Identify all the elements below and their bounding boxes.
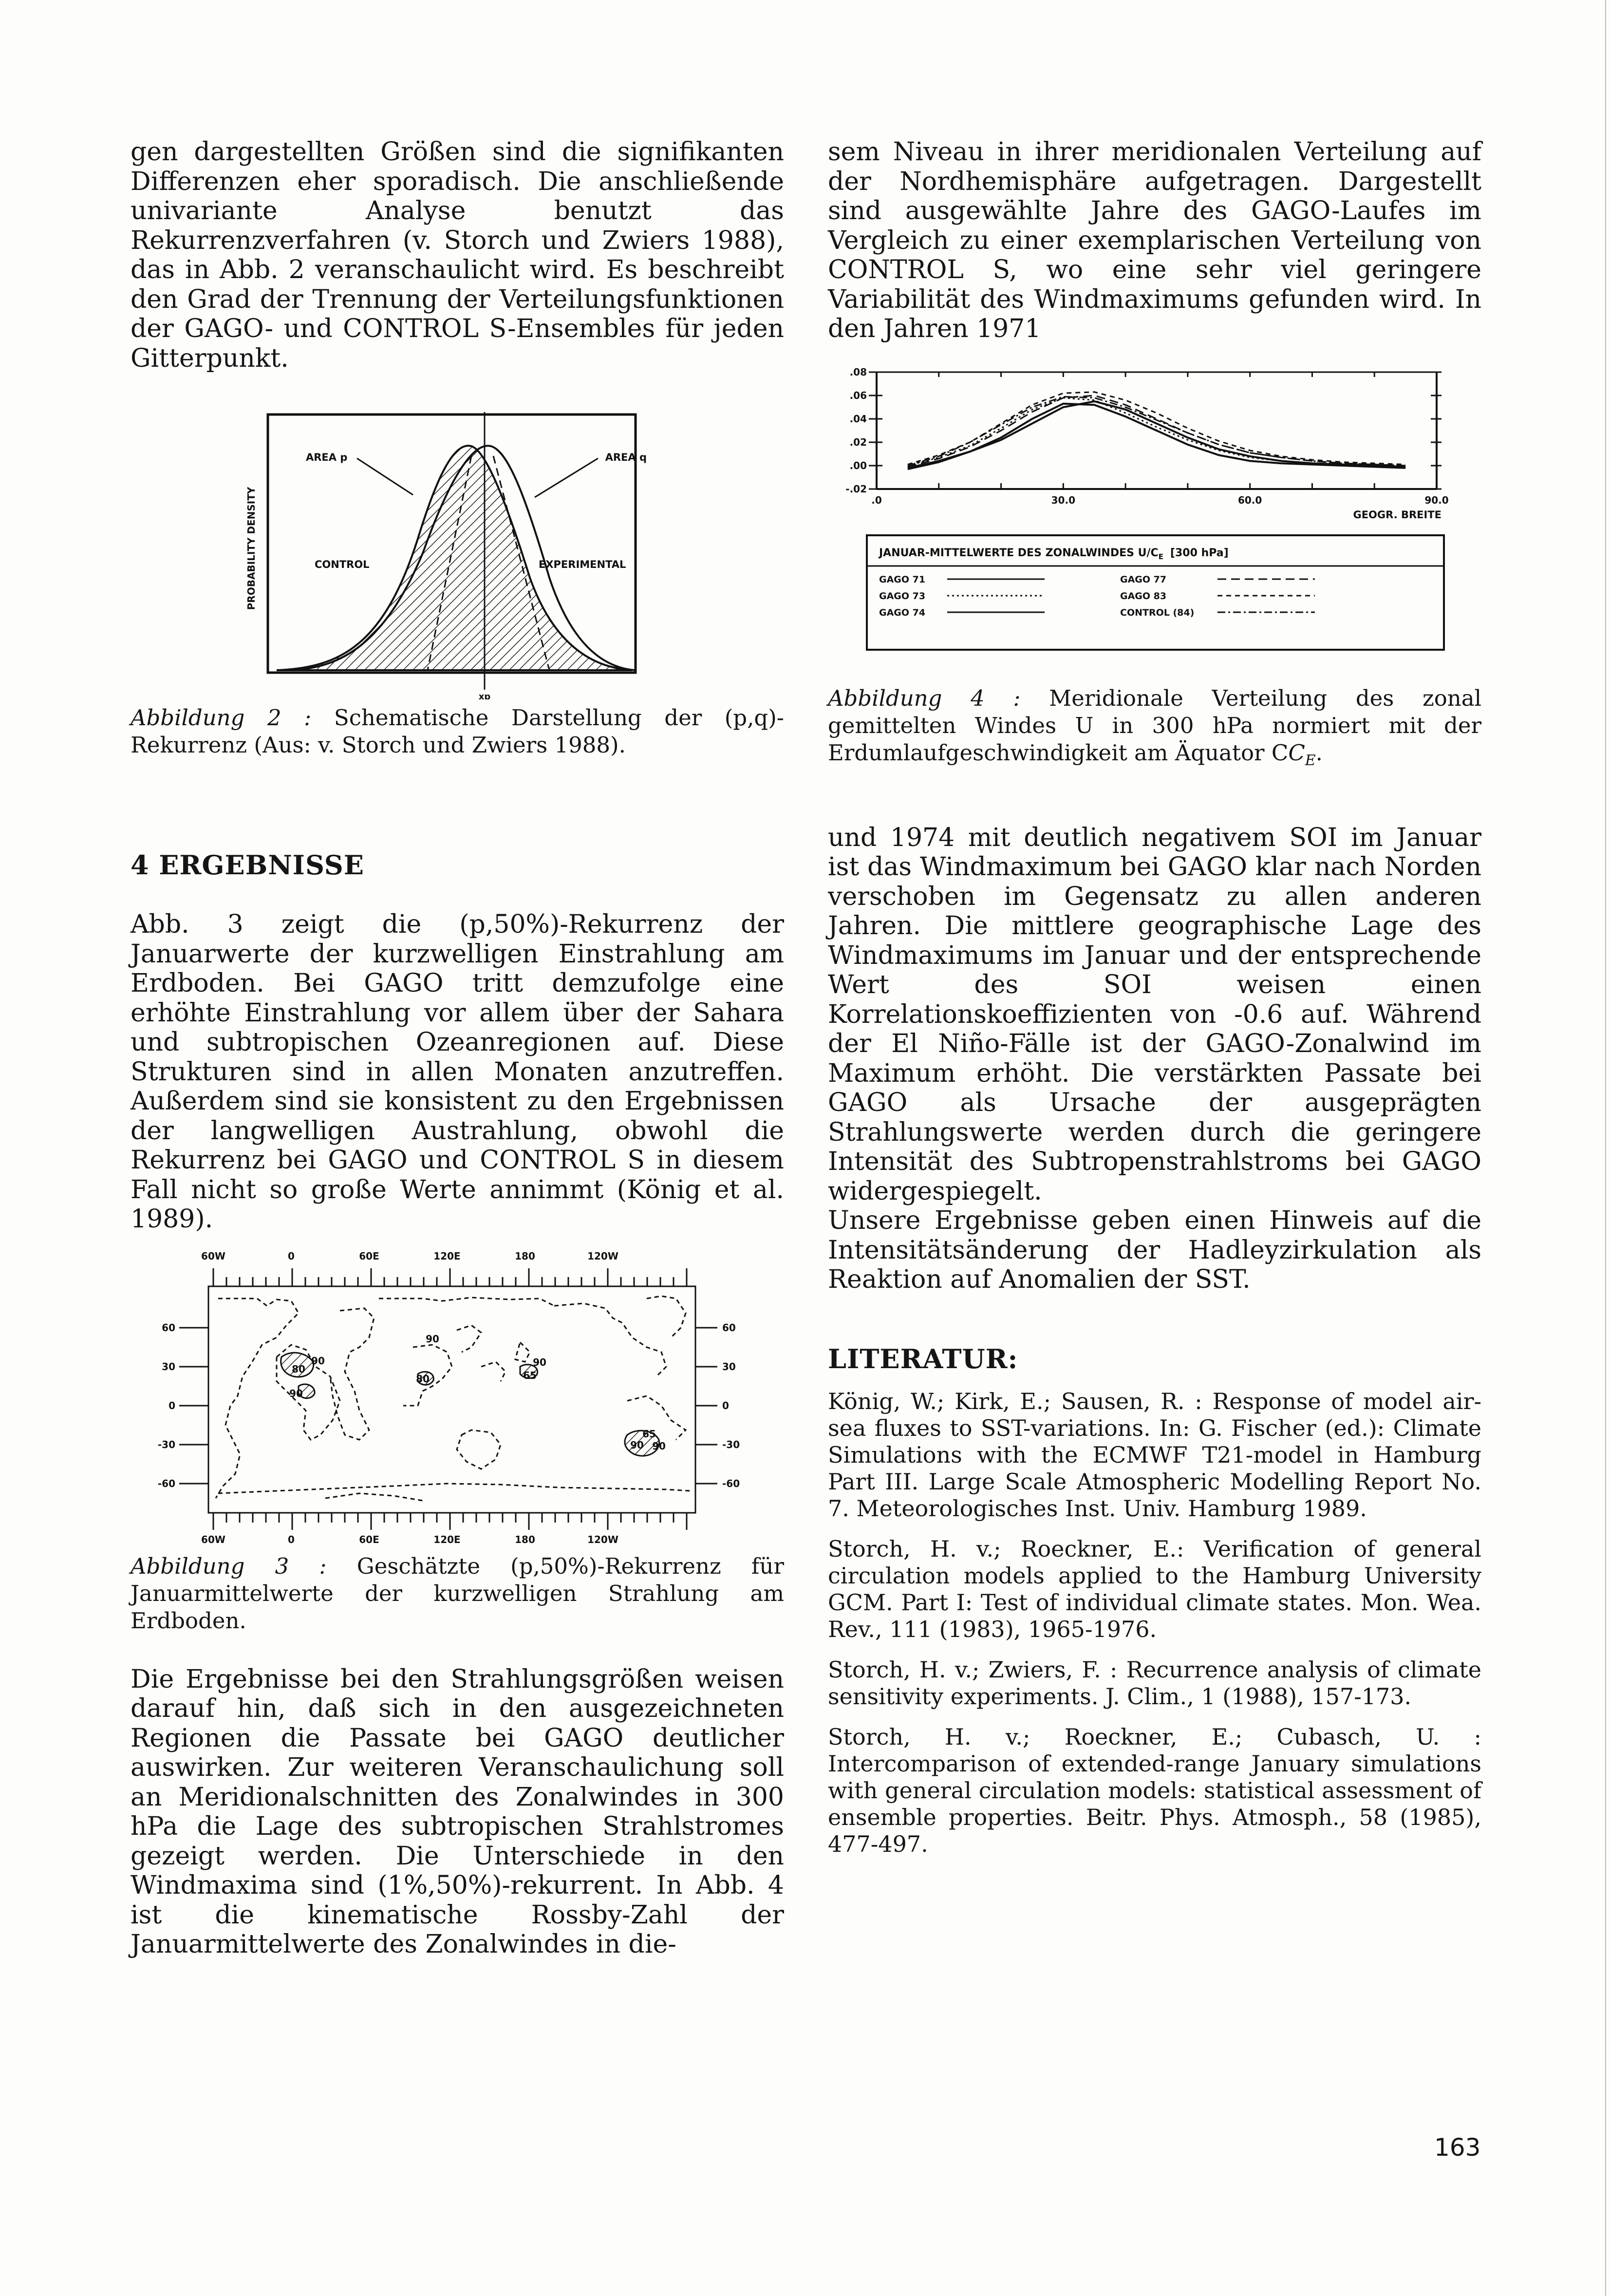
contour-label: 65	[523, 1369, 537, 1381]
series-lines	[908, 392, 1405, 469]
figure-4-caption: Abbildung 4 : Meridionale Verteilung des zonal gemittelten Windes U in 300 hPa normiert mit der Erdumlaufgeschwindigkeit am Äquator $CC_E$.	[828, 685, 1482, 769]
lat-label: 60	[162, 1321, 175, 1334]
figure-4-caption-text: Meridionale Verteilung des zonal gemittelten Windes U in 300 hPa normiert mit der Erdumlaufgeschwindigkeit am Äquator C	[828, 685, 1482, 766]
probability-density-label: PROBABILITY DENSITY	[245, 487, 257, 610]
x-tick-label: 90.0	[1424, 494, 1449, 506]
lon-label: 180	[515, 1250, 535, 1262]
right-column	[828, 137, 1481, 1871]
x-axis-label: GEOGR. BREITE	[1353, 508, 1442, 521]
control-label: CONTROL	[315, 559, 370, 570]
y-tick-label: .08	[849, 366, 867, 378]
reference-item: Storch, H. v.; Roeckner, E.; Cubasch, U. : Intercomparison of extended-range January simulations with general circulation models: statistical assessment of ensemble properties. Beitr. Phys. Atmosph., 58 (1985), 477-497.	[828, 1723, 1481, 1857]
reference-item: Storch, H. v.; Zwiers, F. : Recurrence analysis of climate sensitivity experiments. J. Clim., 1 (1988), 157-173.	[828, 1656, 1481, 1710]
lon-label: 180	[515, 1533, 535, 1545]
reference-list	[828, 1388, 1481, 1858]
figure-2-caption-text: Schematische Darstellung der (p,q)-Rekurrenz (Aus: v. Storch und Zwiers 1988).	[131, 705, 784, 758]
section-heading-ergebnisse: 4 ERGEBNISSE	[131, 849, 364, 881]
figure-4-caption-label: Abbildung 4 :	[828, 685, 1021, 711]
figure-3-caption	[131, 1553, 784, 1635]
contour-label: 80	[416, 1373, 430, 1385]
page-number: 163	[1434, 2133, 1481, 2162]
x-tick-label: 30.0	[1051, 494, 1076, 506]
y-tick-label: .02	[849, 436, 867, 448]
literature-heading: LITERATUR:	[828, 1343, 1018, 1374]
legend-entries	[879, 574, 1315, 618]
contour-label: 90	[652, 1440, 666, 1452]
lon-label: 120E	[433, 1533, 461, 1545]
lon-label: 0	[288, 1250, 295, 1262]
ce-symbol: $C_E$	[1288, 739, 1316, 769]
y-tick-label: .06	[849, 389, 867, 401]
lat-label: 30	[722, 1360, 736, 1373]
legend-label: GAGO 71	[879, 574, 926, 585]
figure-3-caption-label: Abbildung 3 :	[131, 1553, 327, 1579]
area-q-pointer	[535, 458, 598, 497]
contour-labels	[289, 1333, 666, 1452]
contour-label: 80	[292, 1363, 305, 1375]
series-line	[908, 392, 1405, 464]
legend-label: GAGO 73	[879, 590, 926, 602]
lat-label: 0	[722, 1399, 729, 1411]
scan-edge	[1605, 0, 1606, 2296]
y-tick-label: -.02	[845, 483, 867, 495]
bottom-longitude-labels	[201, 1534, 618, 1545]
lat-label: -30	[722, 1438, 740, 1450]
intro-paragraph: gen dargestellten Größen sind die signifikanten Differenzen eher sporadisch. Die anschließende univariante Analyse benutzt das Rekurrenzverfahren (v. Storch und Zwiers 1988), das in Abb. 2 veranschaulicht wird. Es beschreibt den Grad der Trennung der Verteilungsfunktionen der GAGO- und CONTROL S-Ensembles für jeden Gitterpunkt.	[131, 137, 784, 373]
conclusion-paragraph: Unsere Ergebnisse geben einen Hinweis auf die Intensitätsänderung der Hadleyzirkulation als Reaktion auf Anomalien der SST.	[828, 1206, 1481, 1294]
legend-label: GAGO 83	[1120, 590, 1167, 602]
y-tick-label: .04	[849, 413, 867, 425]
area-p-pointer	[357, 458, 413, 495]
coastlines	[216, 1296, 691, 1501]
figure-2-caption-label: Abbildung 2 :	[131, 705, 312, 731]
figure-4	[828, 358, 1481, 694]
lat-label: 30	[162, 1360, 175, 1373]
contour-label: 90	[311, 1355, 325, 1367]
lat-label: -60	[157, 1477, 175, 1489]
figure-3	[131, 1245, 784, 1552]
recurrence-areas	[281, 1353, 659, 1456]
lon-label: 120W	[587, 1250, 618, 1262]
experimental-label: EXPERIMENTAL	[539, 559, 626, 570]
series-line	[908, 397, 1405, 467]
contour-label: 90	[533, 1356, 546, 1368]
contour-label: 90	[630, 1439, 644, 1451]
left-latitude-labels	[158, 1322, 175, 1489]
lon-label: 60E	[359, 1533, 379, 1545]
series-line	[908, 403, 1405, 469]
y-tick-label: .00	[849, 459, 867, 471]
map-frame	[208, 1286, 695, 1513]
left-column	[131, 137, 784, 1959]
area-q-label: AREA q	[605, 452, 647, 463]
figure-3-caption-text: Geschätzte (p,50%)-Rekurrenz für Januarmittelwerte der kurzwelligen Strahlung am Erdboden.	[131, 1553, 785, 1634]
lon-label: 120W	[587, 1533, 618, 1545]
reference-item: König, W.; Kirk, E.; Sausen, R. : Response of model air-sea fluxes to SST-variations. In: G. Fischer (ed.): Climate Simulations with the ECMWF T21-model in Hamburg Part III. Large Scale Atmospheric Modelling Report No. 7. Meteorologisches Inst. Univ. Hamburg 1989.	[828, 1388, 1481, 1522]
x-tick-labels	[871, 372, 1448, 506]
figure-2	[131, 393, 784, 699]
reference-item: Storch, H. v.; Roeckner, E.: Verification of general circulation models applied to the Hamburg University GCM. Part I: Test of individual climate states. Mon. Wea. Rev., 111 (1983), 1965-1976.	[828, 1535, 1481, 1642]
area-p-label: AREA p	[306, 452, 348, 463]
figure-4-chart	[828, 358, 1481, 694]
right-middle-paragraph: und 1974 mit deutlich negativem SOI im Januar ist das Windmaximum bei GAGO klar nach Norden verschoben im Gegensatz zu allen anderen Jahren. Die mittlere geographische Lage des Windmaximums im Januar und der entsprechende Wert des SOI weisen einen Korrelationskoeffizienten von -0.6 auf. Während der El Niño-Fälle ist der GAGO-Zonalwind im Maximum erhöht. Die verstärkten Passate bei GAGO als Ursache der ausgeprägten Strahlungswerte werden durch die geringere Intensität des Subtropenstrahlstroms bei GAGO widergespiegelt.	[828, 823, 1481, 1206]
y-tick-labels	[845, 366, 1442, 495]
right-top-paragraph: sem Niveau in ihrer meridionalen Verteilung auf der Nordhemisphäre aufgetragen. Dargestellt sind ausgewählte Jahre des GAGO-Laufes im Vergleich zu einer exemplarischen Verteilung von CONTROL S, wo eine sehr viel geringere Variabilität des Windmaximums gefunden wird. In den Jahren 1971	[828, 137, 1481, 343]
contour-label: 90	[289, 1387, 303, 1399]
results-paragraph: Abb. 3 zeigt die (p,50%)-Rekurrenz der Januarwerte der kurzwelligen Einstrahlung am Erdboden. Bei GAGO tritt demzufolge eine erhöhte Einstrahlung vor allem über der Sahara und subtropischen Ozeanregionen auf. Diese Strukturen sind in allen Monaten anzutreffen. Außerdem sind sie konsistent zu den Ergebnissen der langwelligen Austrahlung, obwohl die Rekurrenz bei GAGO und CONTROL S in diesem Fall nicht so große Werte annimmt (König et al. 1989).	[131, 910, 784, 1234]
lat-label: 0	[168, 1399, 175, 1411]
lon-label: 0	[288, 1533, 295, 1545]
legend-label: GAGO 77	[1120, 574, 1167, 585]
right-latitude-labels	[722, 1322, 740, 1489]
x-tick-label: .0	[871, 494, 882, 506]
lon-label: 60W	[201, 1533, 225, 1545]
legend-label: CONTROL (84)	[1120, 607, 1195, 618]
top-longitude-labels	[201, 1250, 618, 1262]
figure-2-diagram	[131, 393, 784, 699]
lat-label: 60	[722, 1321, 736, 1334]
x-tick-label: 60.0	[1237, 494, 1262, 506]
lon-label: 60W	[201, 1250, 225, 1262]
lon-label: 60E	[359, 1250, 379, 1262]
figure-3-map	[131, 1245, 784, 1552]
xp-label: xp	[478, 692, 491, 699]
radiation-paragraph: Die Ergebnisse bei den Strahlungsgrößen weisen darauf hin, daß sich in den ausgezeichneten Regionen die Passate bei GAGO deutlicher auswirken. Zur weiteren Veranschaulichung soll an Meridionalschnitten des Zonalwindes in 300 hPa die Lage des subtropischen Strahlstromes gezeigt werden. Die Unterschiede in den Windmaxima sind (1%,50%)-rekurrent. In Abb. 4 ist die kinematische Rossby-Zahl der Januarmittelwerte des Zonalwindes in die-	[131, 1664, 784, 1959]
contour-label: 90	[426, 1333, 439, 1345]
figure-2-caption	[131, 704, 784, 759]
legend-label: GAGO 74	[879, 607, 926, 618]
lat-label: -30	[157, 1438, 175, 1450]
lat-label: -60	[722, 1477, 740, 1489]
contour-label: 65	[642, 1428, 656, 1440]
legend-title: JANUAR-MITTELWERTE DES ZONALWINDES $U/C_E$ [300 hPa]	[879, 546, 1229, 561]
lon-label: 120E	[433, 1250, 461, 1262]
